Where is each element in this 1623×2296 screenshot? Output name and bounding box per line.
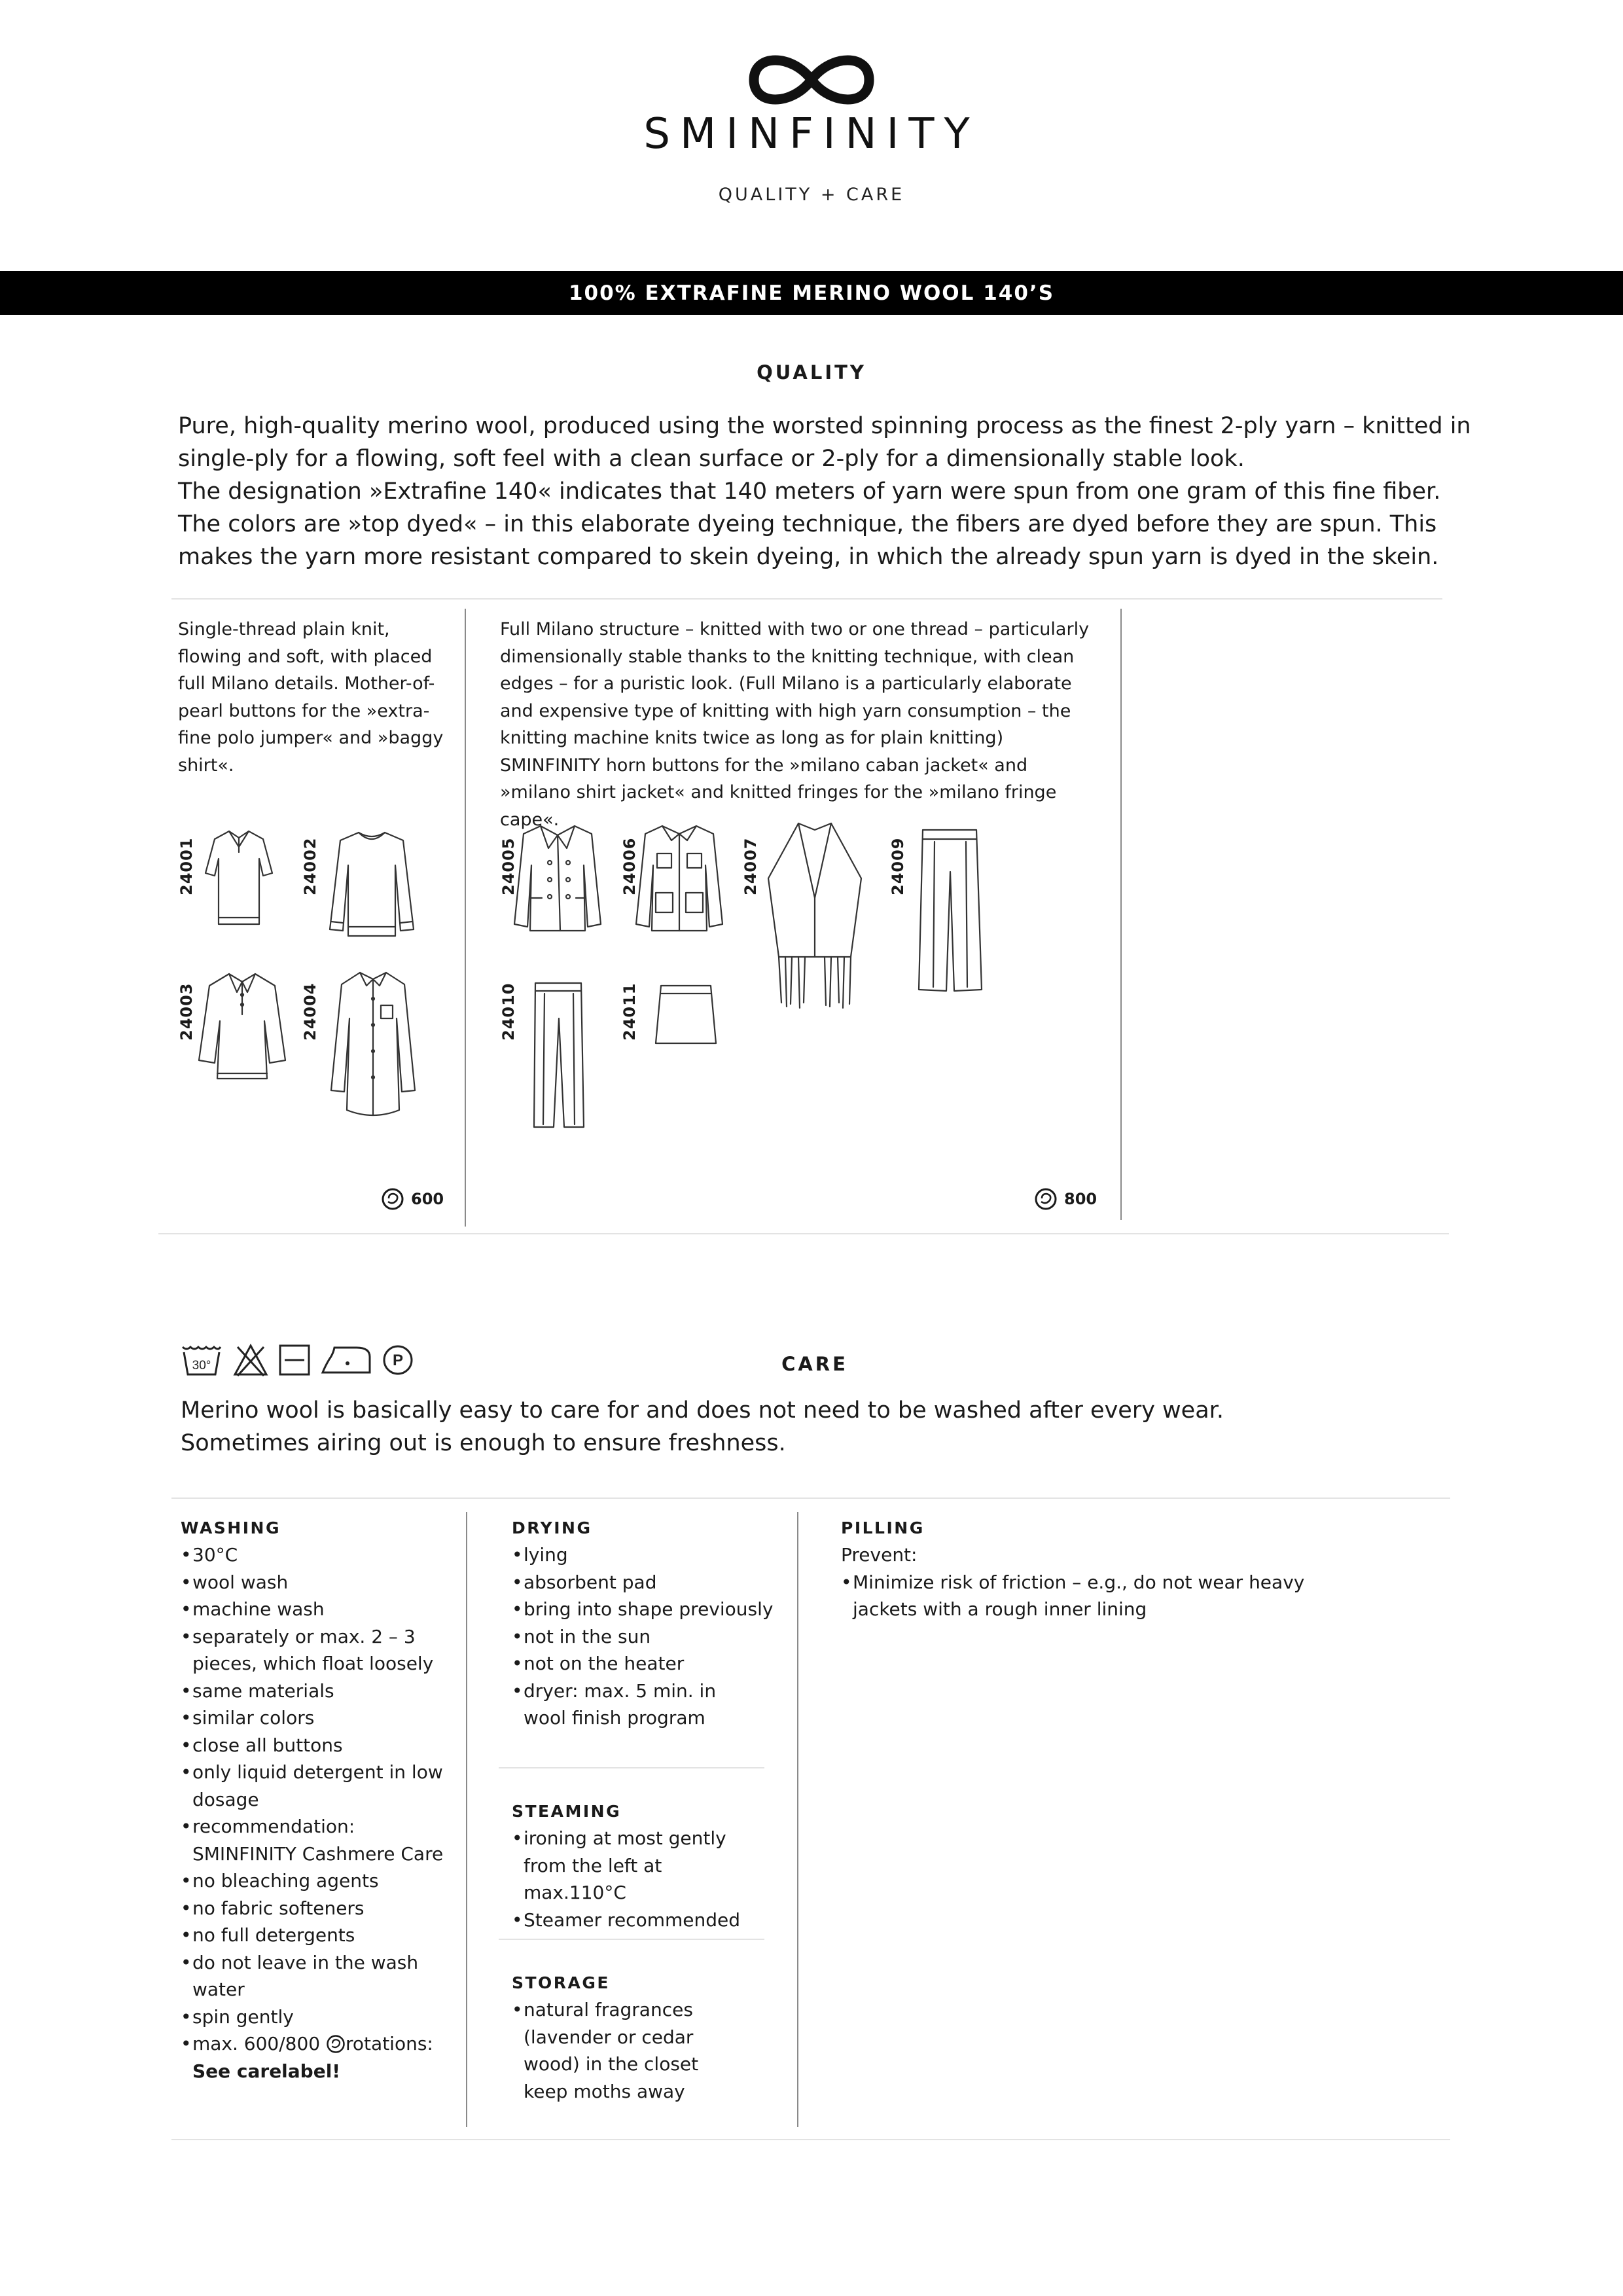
full-milano-description: Full Milano structure – knitted with two or one thread – particularly dimensionally stable thanks to the knitting technique, with clean edges – for a puristic look. (Full Milano is a particularly elaborate and expensive type of knitting with high yarn consumption – the knitting machine knits twice as long as for plain knitting) SMINFINITY horn buttons for the »milano caban jacket« and »milano shirt jacket« and knitted fringes for the »milano fringe cape«. [500,619,1090,830]
care-intro [181,1394,1359,1460]
list-item: • dryer: max. 5 min. in wool finish program [512,1677,726,1732]
steaming-list [512,1825,774,1933]
list-item: • separately or max. 2 – 3 pieces, which float loosely [181,1623,455,1677]
list-item: • spin gently [181,2003,455,2031]
divider [499,1939,764,1940]
pilling-section [841,1518,1430,1623]
polo-jumper-sketch [203,826,275,931]
cleaning-letter: P [392,1352,404,1369]
quality-intro-paragraph-2: The designation »Extrafine 140« indicates that 140 meters of yarn were spun from one gram of this fine fiber. The colors are »top dyed« – in this elaborate dyeing technique, the fibers are dyed before they are spun. This makes the yarn more resistant compared to skein dyeing, in which the already spun yarn is dyed in the skein. [178,478,1441,570]
trousers-sketch [914,826,986,996]
care-intro-line: Sometimes airing out is enough to ensure freshness. [181,1430,786,1456]
divider [158,1233,1449,1234]
sweater-sketch [326,826,418,944]
divider [171,1498,1450,1499]
rotation-suffix: rotations: [346,2033,433,2054]
drying-title: DRYING [512,1518,592,1537]
pilling-title: PILLING [841,1518,925,1537]
list-item: • recommendation: SMINFINITY Cashmere Care [181,1813,455,1867]
drying-list [512,1541,780,1732]
carelabel-note: See carelabel! [192,2060,341,2082]
steaming-title: STEAMING [512,1802,622,1821]
article-code: 24009 [889,837,907,895]
storage-list [512,1996,774,2105]
tagline: QUALITY + CARE [718,185,905,205]
list-item: • no fabric softeners [181,1895,455,1922]
list-item [181,2030,455,2085]
slim-trousers-sketch [529,979,588,1130]
quality-heading: QUALITY [757,361,866,384]
rotation-value: 800 [1064,1190,1097,1208]
list-item: • lying [512,1541,780,1569]
skirt-sketch [653,982,719,1047]
list-item: • not on the heater [512,1650,780,1677]
divider [171,598,1442,600]
article-code: 24007 [741,837,760,895]
rotation-badge-800 [1034,1187,1097,1211]
article-code: 24003 [177,982,196,1041]
quality-intro-paragraph-1: Pure, high-quality merino wool, produced using the worsted spinning process as the finest 2-ply yarn – knitted in single-ply for a flowing, soft feel with a clean surface or 2-ply for a dimensionally stable look. [178,413,1471,472]
article-code: 24006 [620,837,639,895]
column-divider [466,1512,467,2127]
list-item: • natural fragrances (lavender or cedar wood) in the closet keep moths away [512,1996,713,2105]
drying-section [512,1518,780,1732]
list-item: • Minimize risk of friction – e.g., do not wear heavy jackets with a rough inner lining [841,1569,1337,1623]
spin-rotation-icon [381,1187,404,1211]
list-item: • wool wash [181,1569,455,1596]
care-heading: CARE [781,1353,848,1375]
column-divider [465,609,466,1227]
article-code: 24010 [499,982,518,1041]
brand-name: SMINFINITY [643,110,980,158]
baggy-shirt-sketch [327,966,419,1123]
list-item: • same materials [181,1677,455,1705]
list-item: • 30°C [181,1541,455,1569]
list-item: • machine wash [181,1596,455,1623]
banner-text: 100% EXTRAFINE MERINO WOOL 140’S [568,281,1055,305]
quality-intro [178,410,1480,573]
list-item: • ironing at most gently from the left at max.110°C [512,1825,746,1907]
column-divider [797,1512,798,2127]
list-item: • absorbent pad [512,1569,780,1596]
material-banner [0,271,1623,315]
spin-rotation-icon [1034,1187,1058,1211]
divider [171,2139,1450,2140]
article-code: 24005 [499,837,518,895]
list-item: • Steamer recommended [512,1907,774,1934]
single-thread-description: Single-thread plain knit, flowing and soft, with placed full Milano details. Mother-of-pearl buttons for the »extra-fine polo jumper« and »baggy shirt«. [178,619,444,776]
column-divider [1120,609,1122,1220]
baggy-polo-sketch [196,969,288,1086]
rotation-limit: max. 600/800 [192,2033,321,2054]
list-item: • do not leave in the wash water [181,1949,455,2003]
infinity-logo-icon [740,47,883,113]
wash-temp: 30° [192,1359,211,1372]
rotation-badge-600 [381,1187,444,1211]
care-intro-line: Merino wool is basically easy to care for and does not need to be washed after every wear. [181,1397,1224,1424]
washing-title: WASHING [181,1518,281,1537]
steaming-section [512,1802,774,1933]
list-item: • similar colors [181,1704,455,1732]
washing-list [181,1541,455,2085]
caban-jacket-sketch [512,819,603,937]
storage-section [512,1973,774,2105]
article-code: 24001 [177,837,196,895]
shirt-jacket-sketch [633,819,725,937]
article-code: 24011 [620,982,639,1041]
article-code: 24002 [301,837,319,895]
list-item: • no bleaching agents [181,1867,455,1895]
article-code: 24004 [301,982,319,1041]
spin-rotation-icon [326,2034,346,2054]
divider [499,1767,764,1768]
list-item: • no full detergents [181,1922,455,1949]
prevent-label: Prevent: [841,1544,918,1566]
washing-section [181,1518,455,2085]
list-item: • close all buttons [181,1732,455,1759]
pilling-list [841,1541,1430,1623]
rotation-value: 600 [411,1190,444,1208]
list-item: • bring into shape previously [512,1596,780,1623]
list-item: • only liquid detergent in low dosage [181,1759,455,1813]
fringe-cape-sketch [766,819,864,1009]
storage-title: STORAGE [512,1973,611,1992]
list-item: • not in the sun [512,1623,780,1651]
